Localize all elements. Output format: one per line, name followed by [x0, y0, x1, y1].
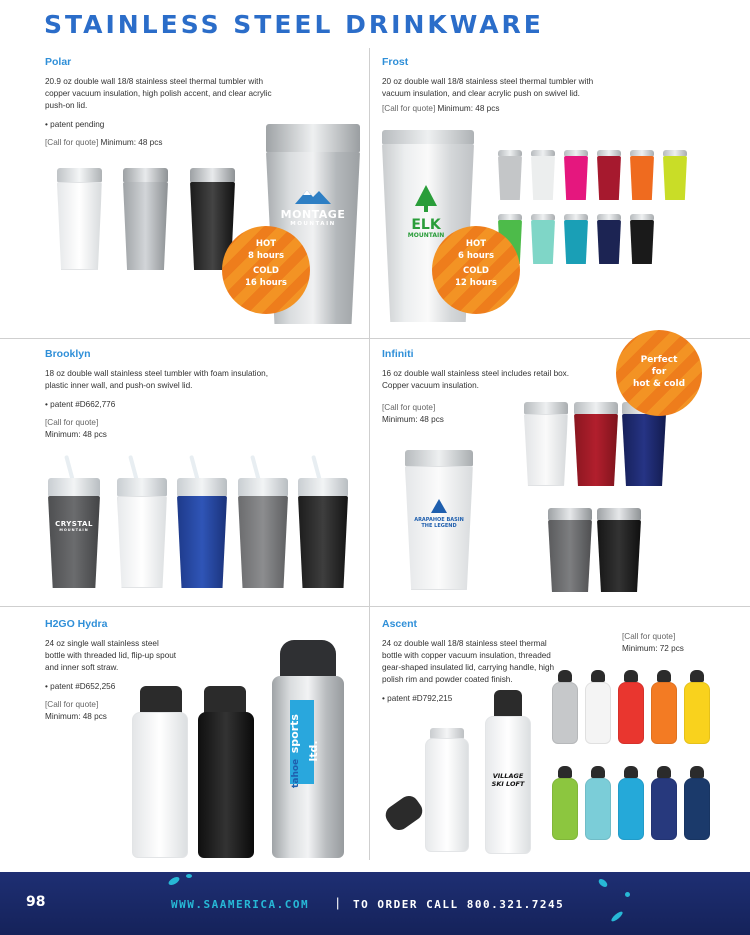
ascent-color-variant: [585, 682, 611, 744]
frost-color-variant: [531, 220, 555, 264]
ascent-quote-block: [622, 631, 732, 655]
infiniti-title: Infiniti: [382, 348, 414, 360]
ascent-description: 24 oz double wall 18/8 stainless steel thermal bottle with copper vacuum insulation, threaded gear-shaped insulated lid, carrying handle, high polish rim and powder coated finish.: [382, 639, 555, 684]
brooklyn-section: [45, 348, 345, 441]
footer-separator: |: [336, 895, 340, 910]
frost-color-variant-lid: [531, 214, 555, 220]
brooklyn-quote: [Call for quote]: [45, 418, 99, 427]
row-divider-2: [0, 606, 750, 607]
crystal-mountain-logo: CRYSTAL MOUNTAIN: [55, 520, 93, 532]
frost-color-variant: [663, 156, 687, 200]
frost-color-variant: [564, 156, 588, 200]
polar-patent: • patent pending: [45, 120, 345, 129]
ascent-color-variant: [618, 778, 644, 840]
frost-color-variant: [531, 156, 555, 200]
polar-minimum: Minimum: 48 pcs: [100, 138, 163, 147]
brooklyn-description: 18 oz double wall stainless steel tumbler with foam insulation, plastic inner wall, and push-on swivel lid.: [45, 369, 268, 390]
frost-description: 20 oz double wall 18/8 stainless steel thermal tumbler with vacuum insulation, and clear acrylic push on swivel lid.: [382, 77, 594, 98]
brooklyn-quote-block: [45, 417, 345, 441]
frost-color-variant-lid: [498, 150, 522, 156]
infiniti-minimum: Minimum: 48 pcs: [382, 415, 444, 424]
ascent-color-variant: [618, 682, 644, 744]
brooklyn-minimum: Minimum: 48 pcs: [45, 430, 107, 439]
page-number: 98: [26, 894, 46, 910]
ascent-minimum: Minimum: 72 pcs: [622, 644, 684, 653]
ascent-color-variant-cap: [657, 766, 671, 778]
h2go-quote: [Call for quote]: [45, 700, 99, 709]
ascent-color-variant-cap: [558, 766, 572, 778]
frost-color-variant: [630, 220, 654, 264]
frost-quote: [Call for quote]: [382, 104, 436, 113]
ascent-color-variant-cap: [624, 766, 638, 778]
polar-title: Polar: [45, 56, 72, 68]
montage-mountain-logo: MONTAGE MOUNTAIN: [276, 188, 350, 227]
order-phone: TO ORDER CALL 800.321.7245: [353, 898, 565, 911]
ascent-color-variant: [684, 778, 710, 840]
mountain-icon: [293, 188, 333, 204]
frost-color-variant-lid: [597, 214, 621, 220]
frost-color-variant-lid: [630, 150, 654, 156]
frost-color-variant-lid: [531, 150, 555, 156]
ascent-color-variant-cap: [591, 670, 605, 682]
ascent-color-variant-cap: [591, 766, 605, 778]
page-title: STAINLESS STEEL DRINKWARE: [44, 10, 544, 39]
brooklyn-title: Brooklyn: [45, 348, 91, 360]
frost-minimum: Minimum: 48 pcs: [437, 104, 500, 113]
frost-section: [382, 56, 682, 115]
tahoe-sports-logo: tahoe sports ltd.: [288, 714, 320, 788]
frost-color-variant-lid: [630, 214, 654, 220]
h2go-description: 24 oz single wall stainless steel bottle with threaded lid, flip-up spout and inner soft straw.: [45, 639, 177, 672]
ascent-color-variant: [651, 778, 677, 840]
ascent-patent: • patent #D792,215: [382, 694, 612, 703]
frost-title: Frost: [382, 56, 409, 68]
elk-tree-icon: [411, 184, 441, 214]
arapahoe-basin-logo: ARAPAHOE BASIN THE LEGEND: [405, 498, 473, 529]
polar-quote: [Call for quote]: [45, 138, 99, 147]
ascent-color-variant: [552, 682, 578, 744]
ascent-color-variant-cap: [690, 766, 704, 778]
arapahoe-a-icon: [431, 499, 447, 513]
village-ski-loft-logo: VILLAGE SKI LOFT: [491, 772, 525, 788]
polar-hot-cold-badge: HOT 8 hours COLD 16 hours: [222, 226, 310, 314]
brooklyn-patent: • patent #D662,776: [45, 400, 345, 409]
ascent-open-cap: [382, 792, 426, 834]
frost-color-variant: [498, 156, 522, 200]
h2go-patent: • patent #D652,256: [45, 682, 345, 691]
frost-color-variant-lid: [597, 150, 621, 156]
ascent-color-variant: [684, 682, 710, 744]
frost-color-variant-lid: [564, 150, 588, 156]
frost-color-variant: [564, 220, 588, 264]
frost-color-variant: [597, 220, 621, 264]
frost-color-variant: [597, 156, 621, 200]
ascent-quote: [Call for quote]: [622, 632, 676, 641]
infiniti-perfect-badge: Perfect for hot & cold: [616, 330, 702, 416]
ascent-color-variant: [651, 682, 677, 744]
ascent-color-variant: [585, 778, 611, 840]
ascent-color-variant-cap: [558, 670, 572, 682]
frost-color-variant-lid: [564, 214, 588, 220]
ascent-color-variant-cap: [657, 670, 671, 682]
frost-quote-line: [382, 103, 682, 115]
ascent-color-variant-cap: [690, 670, 704, 682]
ascent-color-variant-cap: [624, 670, 638, 682]
h2go-minimum: Minimum: 48 pcs: [45, 712, 107, 721]
h2go-title: H2GO Hydra: [45, 618, 108, 630]
elk-mountain-logo: ELK MOUNTAIN: [398, 184, 454, 239]
ascent-title: Ascent: [382, 618, 418, 630]
frost-color-variant: [630, 156, 654, 200]
frost-color-variant-lid: [663, 150, 687, 156]
website-link[interactable]: WWW.SAAMERICA.COM: [171, 898, 310, 911]
frost-hot-cold-badge: HOT 6 hours COLD 12 hours: [432, 226, 520, 314]
polar-description: 20.9 oz double wall 18/8 stainless steel thermal tumbler with copper vacuum insulation, high polish accent, and clear acrylic push-on lid.: [45, 77, 272, 110]
footer-bar: [0, 872, 750, 935]
infiniti-description: 16 oz double wall stainless steel includes retail box. Copper vacuum insulation.: [382, 369, 570, 390]
column-divider: [369, 48, 370, 860]
frost-color-variant-lid: [498, 214, 522, 220]
infiniti-quote: [Call for quote]: [382, 403, 436, 412]
ascent-color-variant: [552, 778, 578, 840]
